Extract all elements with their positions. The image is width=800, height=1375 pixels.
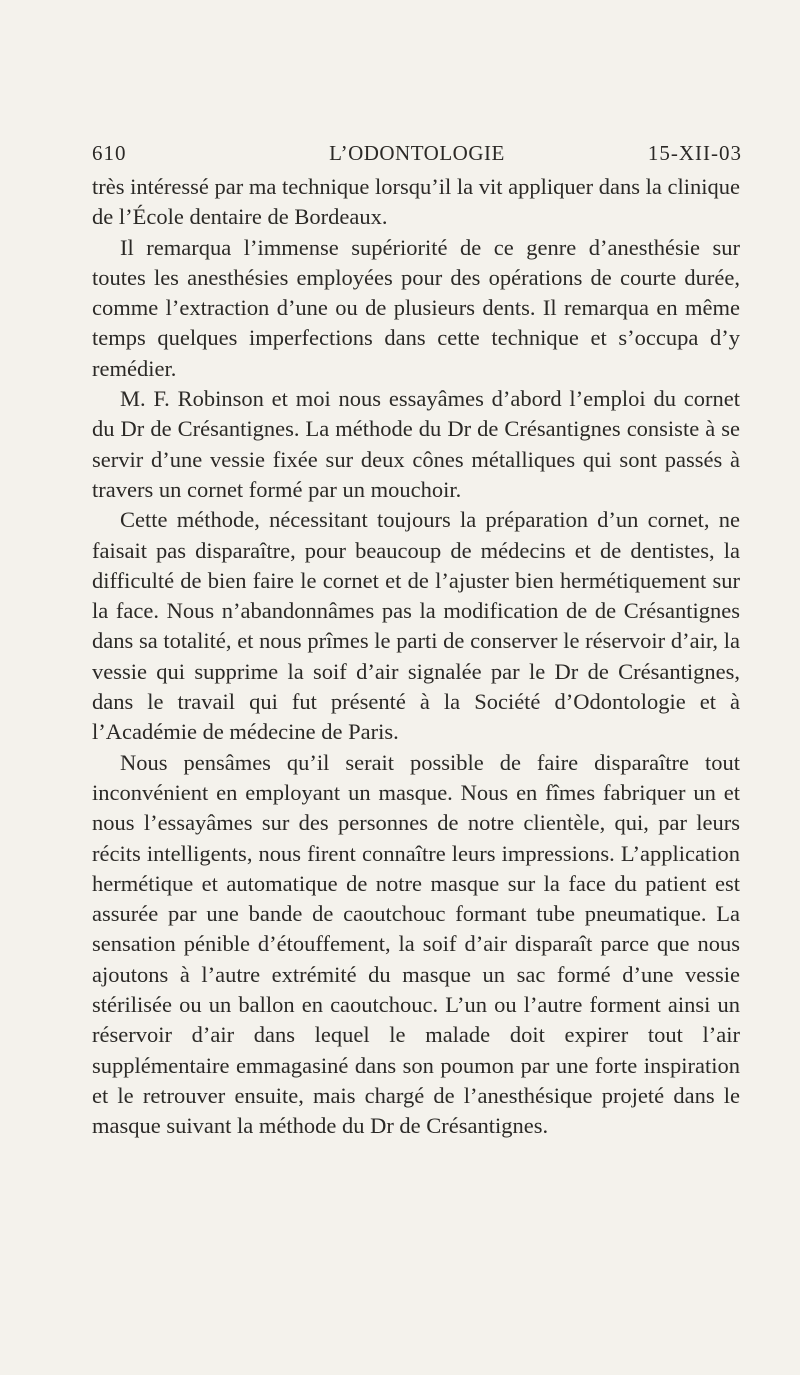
paragraph-2: Il remarqua l’immense supériorité de ce genre d’anesthésie sur toutes les anesthésies employées pour des opérations de courte durée, comme l’extraction d’une ou de plusieurs dents. Il remarqua en même temps quelques imperfections dans cette technique et s’occupa d’y remédier.: [92, 234, 740, 381]
paragraph-3: M. F. Robinson et moi nous essayâmes d’abord l’emploi du cornet du Dr de Crésantignes. La méthode du Dr de Crésantignes consiste à se servir d’une vessie fixée sur deux cônes métalliques qui sont passés à travers un cornet formé par un mouchoir.: [92, 386, 740, 502]
running-header: [92, 138, 742, 168]
paragraph-5: Nous pensâmes qu’il serait possible de faire disparaître tout inconvénient en employant un masque. Nous en fîmes fabriquer un et nous l’essayâmes sur des personnes de notre clientèle, qui, par leurs récits intelligents, nous firent connaître leurs impressions. L’application hermétique et automatique de notre masque sur la face du patient est assurée par une bande de caoutchouc formant tube pneumatique. La sensation pénible d’étouffement, la soif d’air disparaît parce que nous ajoutons à l’autre extrémité du masque un sac formé d’une vessie stérilisée ou un ballon en caoutchouc. L’un ou l’autre forment ainsi un réservoir d’air dans lequel le malade doit expirer tout l’air supplémentaire emmagasiné dans son poumon par une forte inspiration et le retrouver ensuite, mais chargé de l’anesthésique projeté dans le masque suivant la méthode du Dr de Crésantignes.: [92, 749, 740, 1139]
body-text: [92, 172, 740, 1142]
running-title: L’ODONTOLOGIE: [329, 141, 505, 165]
paragraph-1: très intéressé par ma technique lorsqu’il la vit appliquer dans la clinique de l’École dentaire de Bordeaux.: [92, 174, 740, 230]
paragraph-4: Cette méthode, nécessitant toujours la préparation d’un cornet, ne faisait pas disparaître, pour beaucoup de médecins et de dentistes, la difficulté de bien faire le cornet et de l’ajuster bien hermétiquement sur la face. Nous n’abandonnâmes pas la modification de de Crésantignes dans sa totalité, et nous prîmes le parti de conserver le réservoir d’air, la vessie qui supprime la soif d’air signalée par le Dr de Crésantignes, dans le travail qui fut présenté à la Société d’Odontologie et à l’Académie de médecine de Paris.: [92, 507, 740, 745]
issue-date: 15-XII-03: [647, 141, 742, 165]
page-number: 610: [92, 141, 127, 165]
